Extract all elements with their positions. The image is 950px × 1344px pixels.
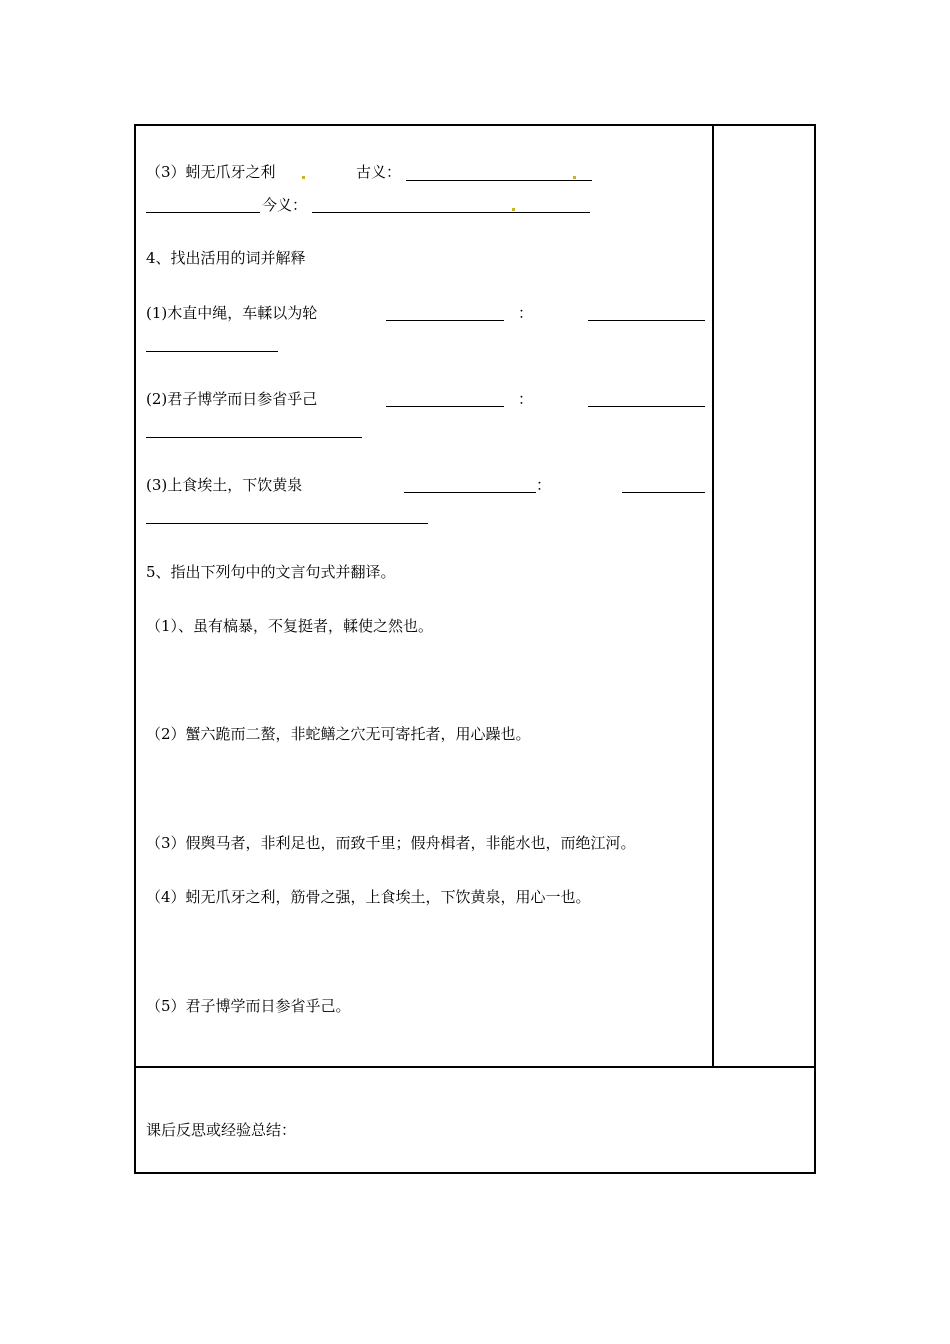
row-divider bbox=[134, 1066, 816, 1068]
ancient-meaning-label: 古义： bbox=[356, 163, 402, 181]
section4-item-2: (2)君子博学而日参省乎己 bbox=[146, 390, 318, 408]
section4-item-1: (1)木直中绳，车輮以为轮 bbox=[146, 304, 318, 322]
section4-item-1-word-blank[interactable] bbox=[386, 320, 504, 321]
modern-meaning-label: 今义： bbox=[262, 196, 308, 214]
q3-vocab-label: （3）蚓无爪牙之利 bbox=[146, 163, 276, 181]
section5-item-2: （2）蟹六跪而二螯，非蛇鳝之穴无可寄托者，用心躁也。 bbox=[146, 725, 531, 743]
section4-item-1-explain-blank[interactable] bbox=[588, 320, 705, 321]
section5-item-4: （4）蚓无爪牙之利，筋骨之强，上食埃土，下饮黄泉，用心一也。 bbox=[146, 888, 591, 906]
section5-item-5: （5）君子博学而日参省乎己。 bbox=[146, 997, 351, 1015]
ancient-meaning-blank-continued[interactable] bbox=[146, 212, 260, 213]
section4-item-3-explain-blank-continued[interactable] bbox=[146, 523, 428, 524]
section4-title: 4、找出活用的词并解释 bbox=[146, 249, 306, 267]
section5-title: 5、指出下列句中的文言句式并翻译。 bbox=[146, 563, 396, 581]
highlight-mark bbox=[302, 176, 305, 179]
reflection-label: 课后反思或经验总结： bbox=[146, 1121, 297, 1139]
section4-item-2-colon: ： bbox=[518, 390, 534, 408]
section4-item-3-colon: ： bbox=[536, 476, 552, 494]
section5-item-1: （1）、虽有槁暴，不复挺者，輮使之然也。 bbox=[146, 617, 434, 635]
section4-item-1-explain-blank-continued[interactable] bbox=[146, 351, 278, 352]
section4-item-1-colon: ： bbox=[518, 304, 534, 322]
section5-item-3: （3）假舆马者，非利足也，而致千里；假舟楫者，非能水也，而绝江河。 bbox=[146, 834, 636, 852]
column-divider bbox=[712, 124, 714, 1068]
section4-item-3-explain-blank[interactable] bbox=[622, 492, 705, 493]
section4-item-2-explain-blank[interactable] bbox=[588, 406, 705, 407]
highlight-mark bbox=[573, 176, 576, 179]
modern-meaning-blank[interactable] bbox=[312, 212, 590, 213]
section4-item-3-word-blank[interactable] bbox=[404, 492, 536, 493]
highlight-mark bbox=[512, 208, 515, 211]
section4-item-3: (3)上食埃土，下饮黄泉 bbox=[146, 476, 303, 494]
section4-item-2-explain-blank-continued[interactable] bbox=[146, 437, 362, 438]
ancient-meaning-blank[interactable] bbox=[406, 180, 592, 181]
section4-item-2-word-blank[interactable] bbox=[386, 406, 504, 407]
